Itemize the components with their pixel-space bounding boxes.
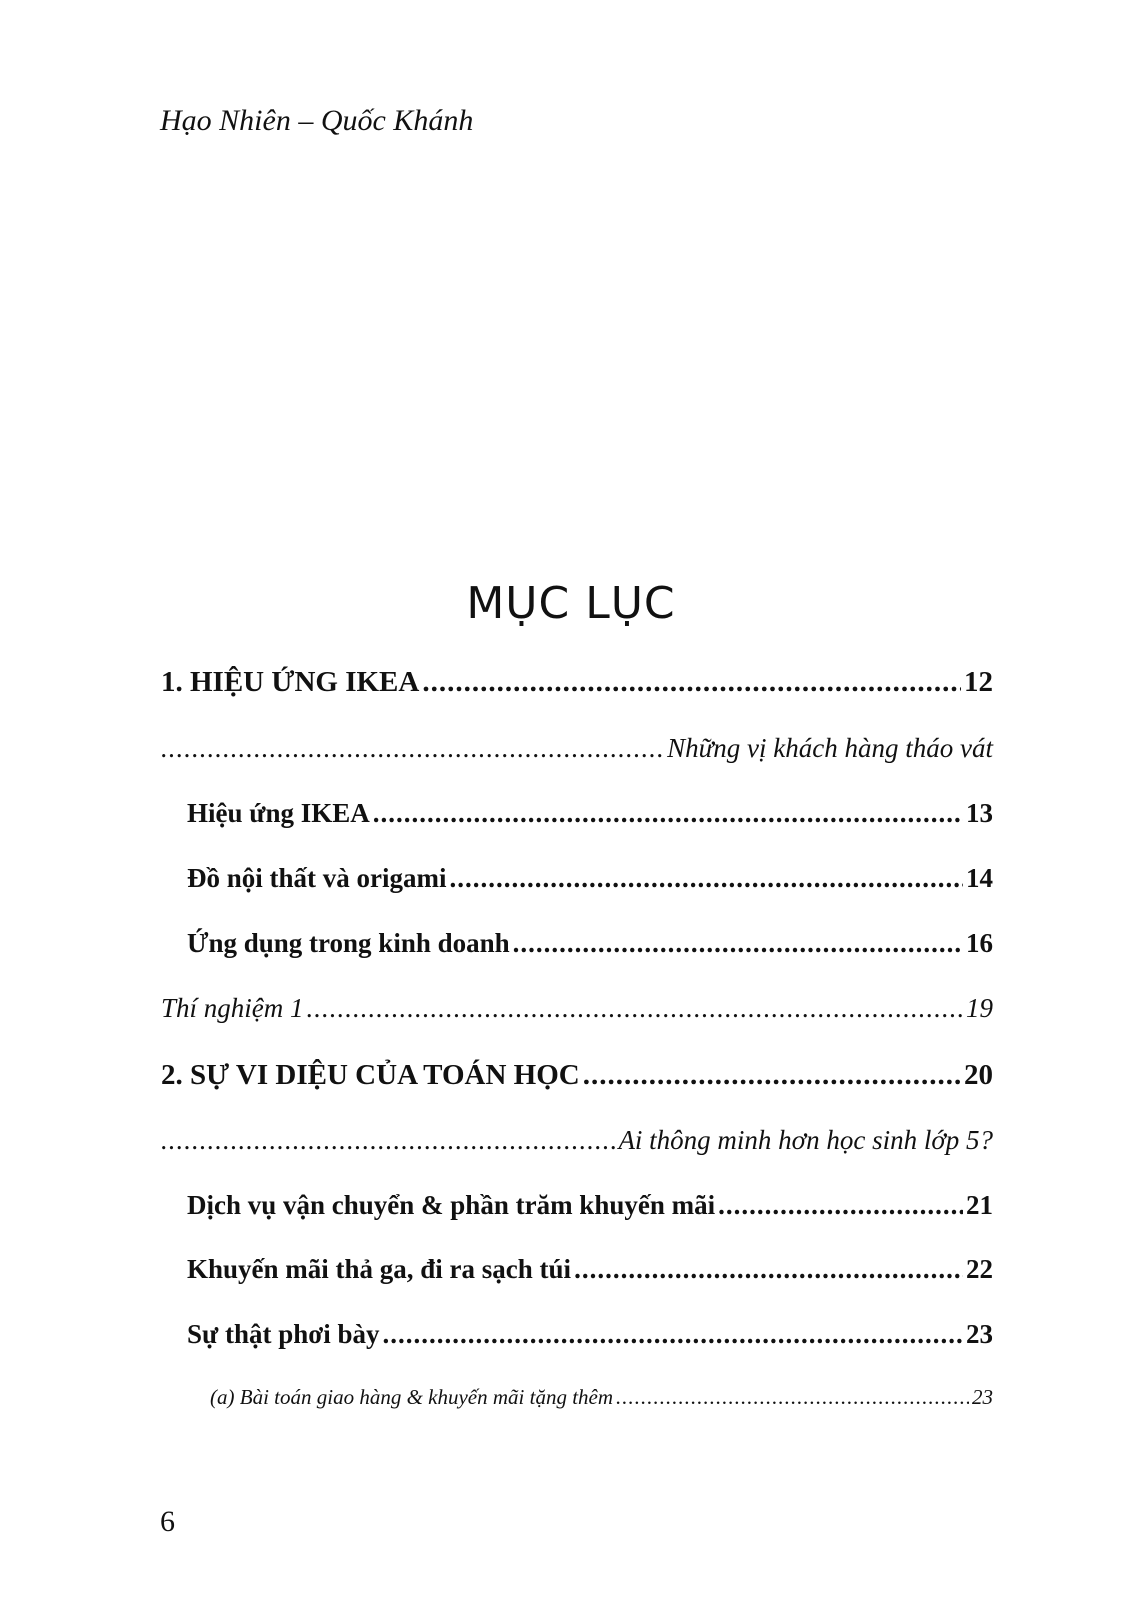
- toc-section[interactable]: [187, 1254, 993, 1285]
- toc-section[interactable]: [187, 1190, 993, 1221]
- toc-page: 22: [966, 1254, 993, 1284]
- dot-leader: [583, 1059, 961, 1092]
- toc-label: Đồ nội thất và origami: [187, 863, 447, 893]
- toc-label: (a) Bài toán giao hàng & khuyến mãi tặng thêm: [210, 1385, 614, 1409]
- dot-leader: [373, 798, 963, 829]
- dot-leader: [161, 733, 664, 764]
- toc-page: 13: [966, 798, 993, 828]
- dot-leader: [450, 863, 964, 894]
- dot-leader: [422, 666, 961, 699]
- running-header-author: Hạo Nhiên – Quốc Khánh: [160, 104, 474, 137]
- page-title: MỤC LỤC: [466, 578, 676, 629]
- toc-label: Ứng dụng trong kinh doanh: [187, 928, 510, 958]
- dot-leader: [513, 928, 963, 959]
- dot-leader: [718, 1190, 963, 1221]
- toc-label: Ai thông minh hơn học sinh lớp 5?: [618, 1125, 993, 1155]
- toc-page: 14: [966, 863, 993, 893]
- toc-label: 2. SỰ VI DIỆU CỦA TOÁN HỌC: [161, 1059, 580, 1091]
- toc-label: 1. HIỆU ỨNG IKEA: [161, 666, 420, 698]
- toc-section[interactable]: [187, 798, 993, 829]
- dot-leader: [574, 1254, 963, 1285]
- toc-label: Sự thật phơi bày: [187, 1319, 380, 1349]
- toc-label: Khuyến mãi thả ga, đi ra sạch túi: [187, 1254, 572, 1284]
- toc-page: 21: [966, 1190, 993, 1220]
- toc-page: 20: [964, 1059, 993, 1091]
- toc-page: 16: [966, 928, 993, 958]
- toc-section[interactable]: [187, 1319, 993, 1350]
- toc-label: Thí nghiệm 1: [161, 993, 304, 1023]
- toc-label: Dịch vụ vận chuyển & phần trăm khuyến mãi: [187, 1190, 716, 1220]
- toc-page: 23: [966, 1319, 993, 1349]
- toc-label: Những vị khách hàng tháo vát: [667, 733, 993, 763]
- toc-chapter-1[interactable]: [161, 666, 993, 699]
- toc-chapter-2-subtitle[interactable]: [161, 1125, 993, 1156]
- toc-page: 12: [964, 666, 993, 698]
- toc-page: 19: [966, 993, 993, 1023]
- page-number: 6: [160, 1505, 175, 1538]
- toc-chapter-1-subtitle[interactable]: [161, 733, 993, 764]
- dot-leader: [161, 1125, 615, 1156]
- toc-page: 23: [972, 1385, 993, 1409]
- toc-label: Hiệu ứng IKEA: [187, 798, 370, 828]
- toc-chapter-2[interactable]: [161, 1059, 993, 1092]
- dot-leader: [616, 1385, 969, 1410]
- dot-leader: [382, 1319, 963, 1350]
- toc-section[interactable]: [187, 928, 993, 959]
- toc-section[interactable]: [187, 863, 993, 894]
- toc-subsection[interactable]: [210, 1385, 993, 1410]
- dot-leader: [307, 993, 963, 1024]
- toc-experiment[interactable]: [161, 993, 993, 1024]
